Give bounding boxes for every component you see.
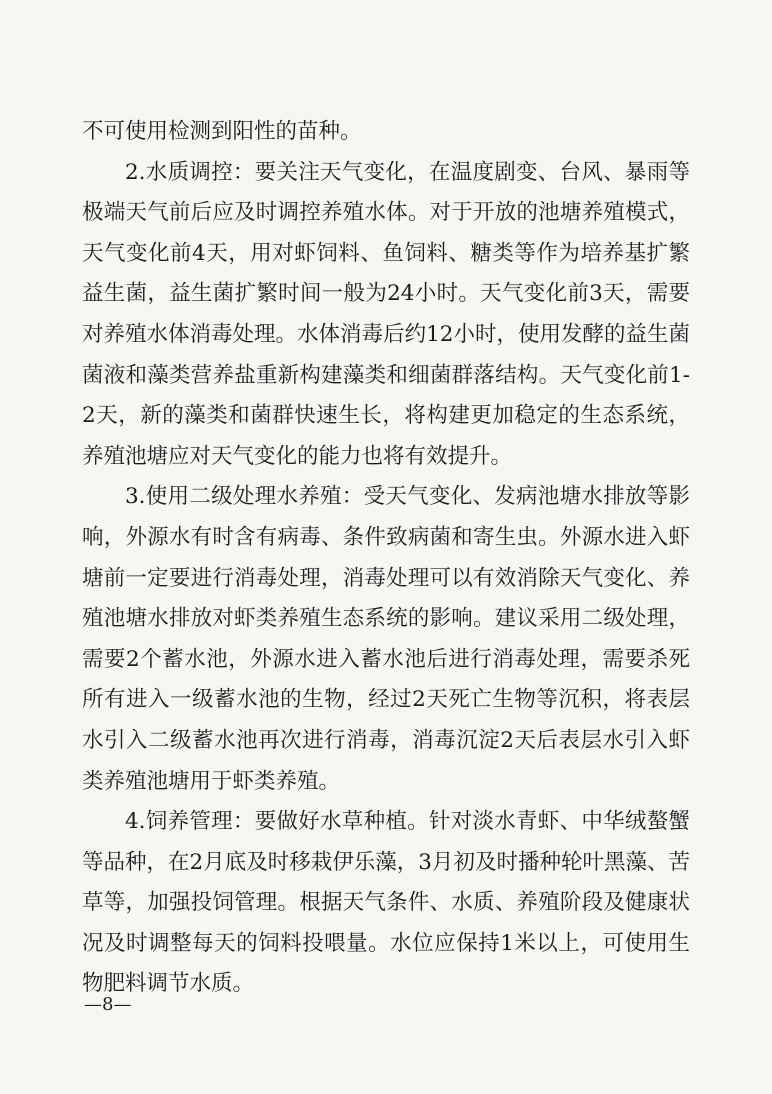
- document-body: [82, 112, 690, 1005]
- page-number: —8—: [84, 994, 132, 1015]
- paragraph-water-quality: 2.水质调控：要关注天气变化，在温度剧变、台风、暴雨等极端天气前后应及时调控养殖水体。对于开放的池塘养殖模式，天气变化前4天，用对虾饲料、鱼饲料、糖类等作为培养基扩繁益生菌，益生菌扩繁时间一般为24小时。天气变化前3天，需要对养殖水体消毒处理。水体消毒后约12小时，使用发酵的益生菌菌液和藻类营养盐重新构建藻类和细菌群落结构。天气变化前1-2天，新的藻类和菌群快速生长，将构建更加稳定的生态系统，养殖池塘应对天气变化的能力也将有效提升。: [82, 159, 690, 469]
- paragraph-secondary-treatment: 3.使用二级处理水养殖：受天气变化、发病池塘水排放等影响，外源水有时含有病毒、条件致病菌和寄生虫。外源水进入虾塘前一定要进行消毒处理，消毒处理可以有效消除天气变化、养殖池塘水排放对虾类养殖生态系统的影响。建议采用二级处理，需要2个蓄水池，外源水进入蓄水池后进行消毒处理，需要杀死所有进入一级蓄水池的生物，经过2天死亡生物等沉积，将表层水引入二级蓄水池再次进行消毒，消毒沉淀2天后表层水引入虾类养殖池塘用于虾类养殖。: [82, 484, 690, 794]
- paragraph-seed-conclusion: 不可使用检测到阳性的苗种。: [82, 119, 362, 144]
- paragraph-feeding-management: 4.饲养管理：要做好水草种植。针对淡水青虾、中华绒螯蟹等品种，在2月底及时移栽伊乐藻，3月初及时播种轮叶黑藻、苦草等，加强投饲管理。根据天气条件、水质、养殖阶段及健康状况及时调整每天的饲料投喂量。水位应保持1米以上，可使用生物肥料调节水质。: [82, 809, 690, 997]
